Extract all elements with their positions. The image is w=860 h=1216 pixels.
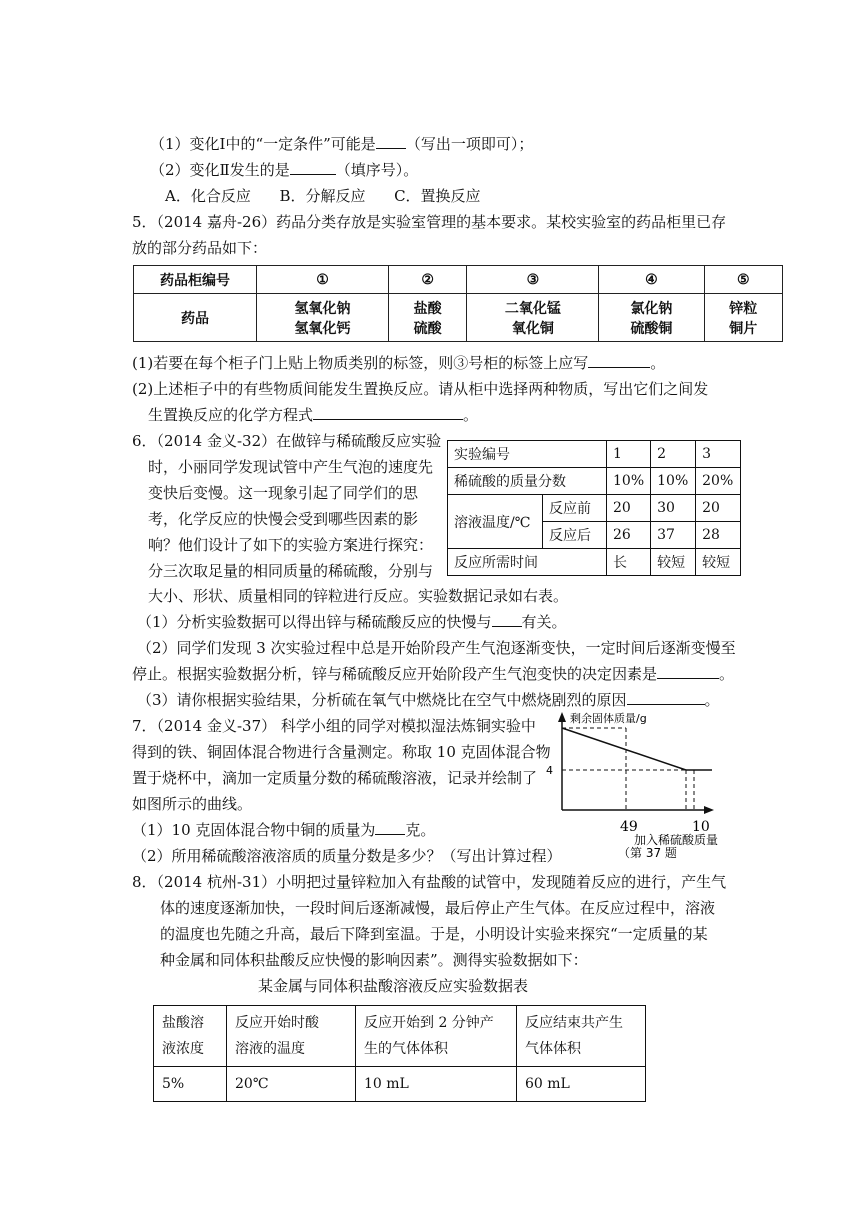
- q6-sub1: （1）分析实验数据可以得出锌与稀硫酸反应的快慢与 有关。: [137, 613, 567, 631]
- table-cell: 26: [607, 522, 651, 549]
- row-label: 药品: [134, 294, 257, 342]
- answer-blank[interactable]: [313, 405, 463, 420]
- x-axis-arrow-icon: [704, 806, 714, 814]
- experiment-table: [447, 440, 741, 576]
- table-cell: 10 mL: [356, 1067, 517, 1102]
- table-header: ②: [388, 266, 466, 294]
- q7-line: 置于烧杯中，滴加一定质量分数的稀硫酸溶液，记录并绘制了: [132, 769, 538, 787]
- table-header: ①: [257, 266, 389, 294]
- q6-line: 大小、形状、质量相同的锌粒进行反应。实验数据记录如右表。: [148, 587, 569, 605]
- answer-blank[interactable]: [657, 664, 719, 679]
- q8-table-title: 某金属与同体积盐酸溶液反应实验数据表: [258, 977, 529, 995]
- metal-acid-table: [153, 1005, 646, 1102]
- answer-blank[interactable]: [375, 820, 405, 835]
- table-cell: 较短: [696, 549, 741, 576]
- table-cell: 氯化钠 硫酸铜: [599, 294, 704, 342]
- q6-sub2-line1: （2）同学们发现 3 次实验过程中总是开始阶段产生气泡逐渐变快，一定时间后逐渐变慢至: [137, 639, 736, 657]
- x-tick-label: 10: [692, 819, 710, 835]
- q5-intro-1: 5．（2014 嘉舟-26）药品分类存放是实验室管理的基本要求。某校实验室的药品柜里已存: [132, 213, 727, 231]
- mass-curve-graph: [540, 710, 740, 870]
- q8-line: 的温度也先随之升高，最后下降到室温。于是，小明设计实验来探究“一定质量的某: [160, 925, 708, 943]
- table-cell: 20℃: [227, 1067, 356, 1102]
- table-cell: 5%: [154, 1067, 227, 1102]
- table-header: 盐酸溶 液浓度: [154, 1006, 227, 1067]
- q6-sub3: （3）请你根据实验结果，分析硫在氧气中燃烧比在空气中燃烧剧烈的原因 。: [137, 691, 720, 709]
- q8-line: 种金属和同体积盐酸反应快慢的影响因素”。测得实验数据如下：: [160, 951, 588, 969]
- table-cell: 20: [607, 495, 651, 522]
- table-cell: 1: [607, 441, 651, 468]
- q6-line: 变快后变慢。这一现象引起了同学们的思: [148, 484, 419, 502]
- y-axis-label: 剩余固体质量/g: [570, 712, 647, 725]
- q5-part1: (1)若要在每个柜子门上贴上物质类别的标签，则③号柜的标签上应写 。: [132, 354, 666, 372]
- table-cell: 20%: [696, 468, 741, 495]
- table-row-label: 反应前: [543, 495, 607, 522]
- table-header: ③: [467, 266, 599, 294]
- q8-line: 8．（2014 杭州-31）小明把过量锌粒加入有盐酸的试管中，发现随着反应的进行，产生气: [132, 873, 727, 891]
- table-cell: 3: [696, 441, 741, 468]
- table-cell: 20: [696, 495, 741, 522]
- q6-line: 分三次取足量的相同质量的稀硫酸，分别与: [148, 562, 434, 580]
- answer-blank[interactable]: [588, 353, 650, 368]
- q5-intro-2: 放的部分药品如下：: [132, 239, 268, 257]
- q6-line: 时，小丽同学发现试管中产生气泡的速度先: [148, 458, 434, 476]
- table-cell: 2: [651, 441, 696, 468]
- table-row-label: 反应所需时间: [448, 549, 607, 576]
- table-row-label: 反应后: [543, 522, 607, 549]
- table-row-label: 溶液温度/℃: [448, 495, 543, 549]
- table-cell: 28: [696, 522, 741, 549]
- table-cell: 盐酸 硫酸: [388, 294, 466, 342]
- q6-line: 6．（2014 金义-32）在做锌与稀硫酸反应实验: [132, 432, 442, 450]
- table-header: 反应开始到 2 分钟产 生的气体体积: [356, 1006, 517, 1067]
- q7-sub1: （1）10 克固体混合物中铜的质量为 克。: [132, 821, 436, 839]
- table-cell: 长: [607, 549, 651, 576]
- x-tick-label: 49: [620, 819, 638, 835]
- answer-blank[interactable]: [376, 134, 406, 149]
- table-cell: 10%: [607, 468, 651, 495]
- q6-line: 考，化学反应的快慢会受到哪些因素的影: [148, 510, 419, 528]
- table-cell: 10%: [651, 468, 696, 495]
- table-cell: 30: [651, 495, 696, 522]
- q7-sub2: （2）所用稀硫酸溶液溶质的质量分数是多少？（写出计算过程）: [132, 847, 562, 865]
- curve-segment-falling: [562, 728, 686, 770]
- table-header: 药品柜编号: [134, 266, 257, 294]
- q4-options: A．化合反应 B．分解反应 C．置换反应: [165, 187, 481, 205]
- q8-line: 体的速度逐渐加快，一段时间后逐渐减慢，最后停止产生气体。在反应过程中，溶液: [160, 899, 716, 917]
- table-header: 反应开始时酸 溶液的温度: [227, 1006, 356, 1067]
- y-tick-label: 4: [546, 764, 553, 777]
- q5-part2-line2: 生置换反应的化学方程式 。: [148, 406, 479, 424]
- q4-part1: （1）变化Ⅰ中的“一定条件”可能是 （写出一项即可）；: [150, 135, 534, 153]
- q6-line: 响？他们设计了如下的实验方案进行探究：: [148, 536, 434, 554]
- table-header: ④: [599, 266, 704, 294]
- table-header: ⑤: [704, 266, 782, 294]
- figure-caption: （第 37 题: [618, 846, 677, 860]
- table-row-label: 稀硫酸的质量分数: [448, 468, 607, 495]
- q7-line: 得到的铁、铜固体混合物进行含量测定。称取 10 克固体混合物: [132, 743, 551, 761]
- table-cell: 较短: [651, 549, 696, 576]
- x-axis-label: 加入稀硫酸质量: [634, 833, 719, 847]
- table-cell: 二氧化锰 氧化铜: [467, 294, 599, 342]
- table-cell: 锌粒 铜片: [704, 294, 782, 342]
- table-header: 实验编号: [448, 441, 607, 468]
- q6-sub2-line2: 停止。根据实验数据分析，锌与稀硫酸反应开始阶段产生气泡变快的决定因素是 。: [132, 665, 735, 683]
- q7-line: 7．（2014 金义-37） 科学小组的同学对模拟湿法炼铜实验中: [132, 717, 536, 735]
- q7-line: 如图所示的曲线。: [132, 795, 253, 813]
- y-axis-arrow-icon: [558, 712, 566, 722]
- q5-part2-line1: (2)上述柜子中的有些物质间能发生置换反应。请从柜中选择两种物质，写出它们之间发: [132, 380, 709, 398]
- answer-blank[interactable]: [290, 160, 336, 175]
- medicine-cabinet-table: [133, 265, 783, 342]
- q4-part2: （2）变化Ⅱ发生的是 （填序号）。: [150, 161, 419, 179]
- table-cell: 氢氧化钠 氢氧化钙: [257, 294, 389, 342]
- answer-blank[interactable]: [627, 690, 705, 705]
- answer-blank[interactable]: [492, 612, 522, 627]
- table-cell: 60 mL: [517, 1067, 646, 1102]
- table-header: 反应结束共产生 气体体积: [517, 1006, 646, 1067]
- table-cell: 37: [651, 522, 696, 549]
